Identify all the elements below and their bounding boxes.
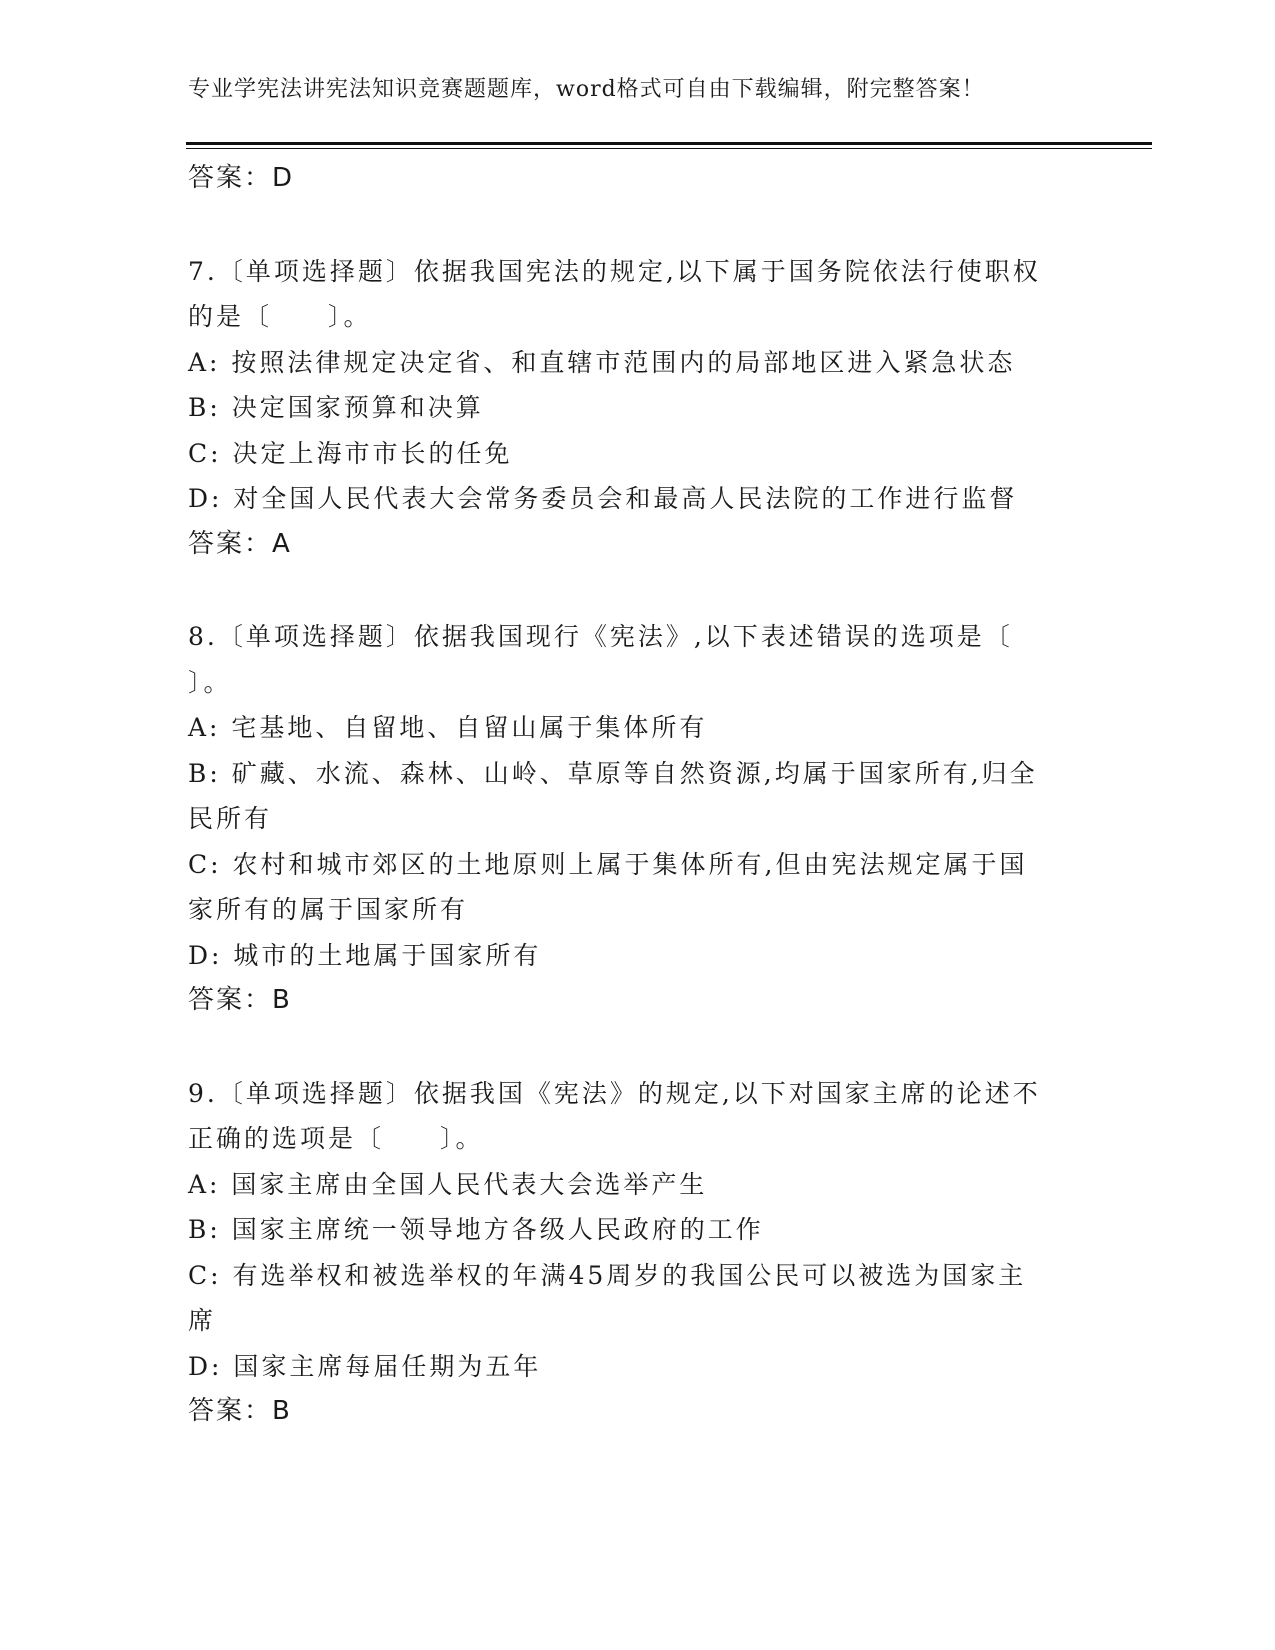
answer-line: 答案：B: [188, 985, 292, 1015]
answer-line: 答案：B: [188, 1396, 292, 1426]
header-rule: [186, 142, 1152, 145]
question-stem: 〕。: [188, 667, 232, 697]
question-9: [188, 1071, 1078, 1435]
option-b: B: 决定国家预算和决算: [188, 393, 484, 422]
question-stem: 正确的选项是〔 〕。: [188, 1124, 484, 1153]
question-stem: 9.〔单项选择题〕依据我国《宪法》的规定,以下对国家主席的论述不: [188, 1078, 1041, 1108]
header-rule-thin: [186, 148, 1152, 149]
page-header: 专业学宪法讲宪法知识竞赛题题库，word格式可自由下载编辑，附完整答案！: [188, 77, 985, 102]
question-stem: 的是〔 〕。: [188, 302, 372, 331]
option-c: C: 有选举权和被选举权的年满45周岁的我国公民可以被选为国家主: [188, 1260, 1027, 1290]
question-7: [188, 249, 1078, 568]
option-d: D: 对全国人民代表大会常务委员会和最高人民法院的工作进行监督: [188, 484, 1018, 513]
option-c-continued: 家所有的属于国家所有: [188, 895, 469, 924]
option-c-continued: 席: [188, 1306, 217, 1335]
answer-line: 答案：D: [188, 163, 295, 193]
option-a: A: 宅基地、自留地、自留山属于集体所有: [188, 713, 708, 742]
question-stem: 8.〔单项选择题〕依据我国现行《宪法》,以下表述错误的选项是〔: [188, 622, 1013, 651]
option-c: C: 农村和城市郊区的土地原则上属于集体所有,但由宪法规定属于国: [188, 849, 1028, 879]
question-stem: 7.〔单项选择题〕依据我国宪法的规定,以下属于国务院依法行使职权: [188, 256, 1041, 286]
answer-line: 答案：A: [188, 528, 292, 559]
option-b: B: 矿藏、水流、森林、山岭、草原等自然资源,均属于国家所有,归全: [188, 758, 1038, 788]
option-d: D: 城市的土地属于国家所有: [188, 940, 542, 970]
option-b-continued: 民所有: [188, 804, 273, 833]
question-list: [188, 156, 1078, 1435]
option-c: C: 决定上海市市长的任免: [188, 438, 513, 468]
question-8: [188, 614, 1078, 1024]
option-d: D: 国家主席每届任期为五年: [188, 1351, 542, 1381]
option-a: A: 按照法律规定决定省、和直辖市范围内的局部地区进入紧急状态: [188, 347, 1016, 377]
option-a: A: 国家主席由全国人民代表大会选举产生: [188, 1169, 708, 1199]
option-b: B: 国家主席统一领导地方各级人民政府的工作: [188, 1215, 764, 1244]
